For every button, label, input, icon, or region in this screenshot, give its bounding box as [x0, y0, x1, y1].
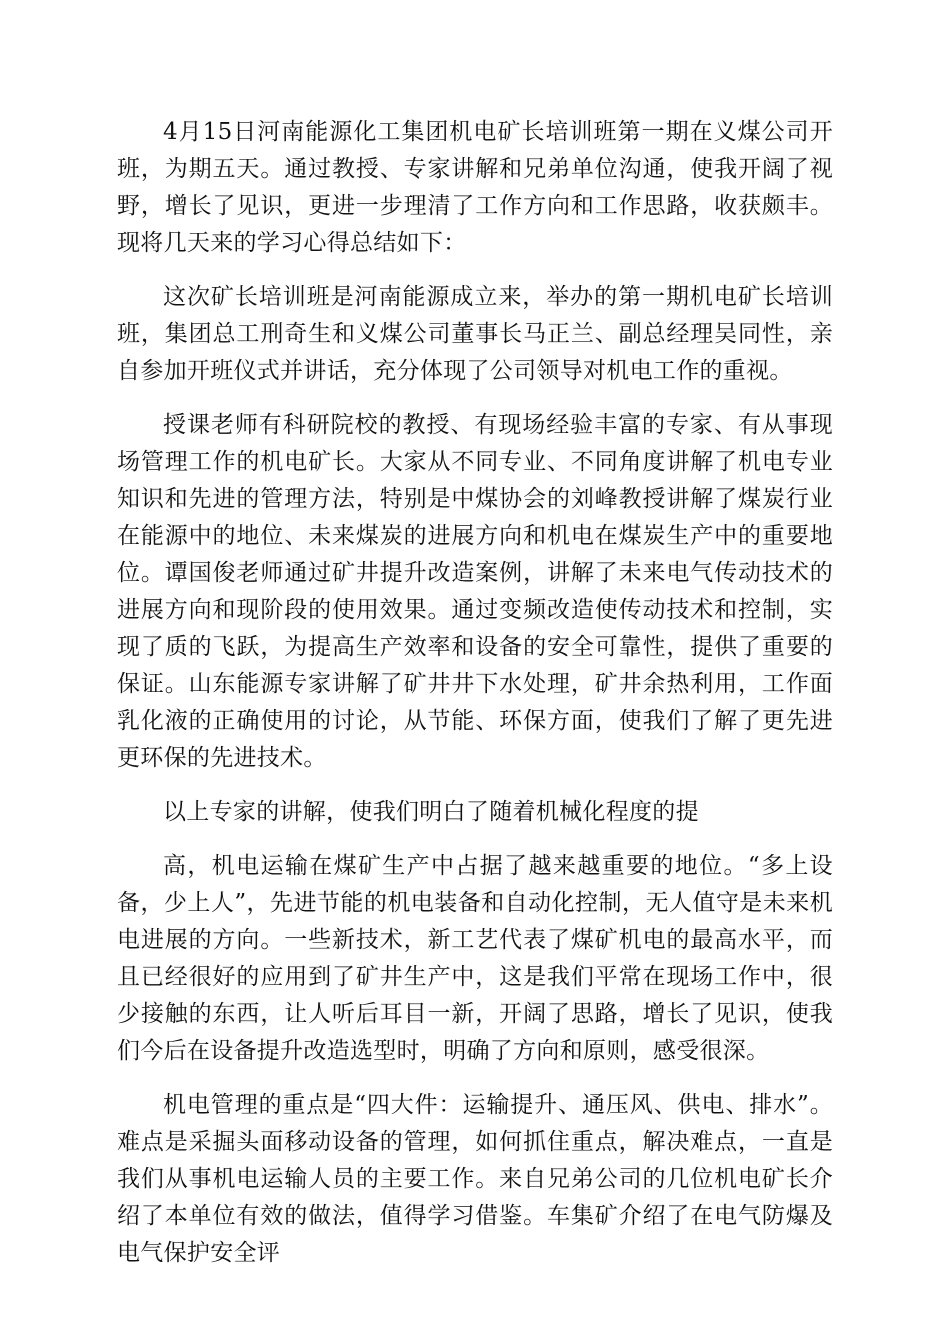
paragraph-3: 授课老师有科研院校的教授、有现场经验丰富的专家、有从事现场管理工作的机电矿长。大家从不同专业、不同角度讲解了机电专业知识和先进的管理方法，特别是中煤协会的刘峰教授讲解了煤炭行业在能源中的地位、未来煤炭的进展方向和机电在煤炭生产中的重要地位。谭国俊老师通过矿井提升改造案例，讲解了未来电气传动技术的进展方向和现阶段的使用效果。通过变频改造使传动技术和控制，实现了质的飞跃，为提高生产效率和设备的安全可靠性，提供了重要的保证。山东能源专家讲解了矿井井下水处理，矿井余热利用，工作面乳化液的正确使用的讨论，从节能、环保方面，使我们了解了更先进更环保的先进技术。 — [117, 412, 833, 771]
paragraph-6: 机电管理的重点是“四大件：运输提升、通压风、供电、排水”。难点是采掘头面移动设备的管理，如何抓住重点，解决难点，一直是我们从事机电运输人员的主要工作。来自兄弟公司的几位机电矿长介绍了本单位有效的做法，值得学习借鉴。车集矿介绍了在电气防爆及电气保护安全评 — [117, 1092, 833, 1266]
paragraph-2: 这次矿长培训班是河南能源成立来，举办的第一期机电矿长培训班，集团总工刑奇生和义煤公司董事长马正兰、副总经理吴同性，亲自参加开班仪式并讲话，充分体现了公司领导对机电工作的重视。 — [117, 284, 833, 384]
document-body — [117, 114, 833, 1289]
paragraph-5: 高，机电运输在煤矿生产中占据了越来越重要的地位。“多上设备，少上人”，先进节能的机电装备和自动化控制，无人值守是未来机电进展的方向。一些新技术，新工艺代表了煤矿机电的最高水平，而且已经很好的应用到了矿井生产中，这是我们平常在现场工作中，很少接触的东西，让人听后耳目一新，开阔了思路，增长了见识，使我们今后在设备提升改造选型时，明确了方向和原则，感受很深。 — [117, 853, 833, 1064]
paragraph-4: 以上专家的讲解，使我们明白了随着机械化程度的提 — [163, 799, 699, 825]
paragraph-1: 4月15日河南能源化工集团机电矿长培训班第一期在义煤公司开班，为期五天。通过教授、专家讲解和兄弟单位沟通，使我开阔了视野，增长了见识，更进一步理清了工作方向和工作思路，收获颇丰。现将几天来的学习心得总结如下： — [117, 119, 833, 256]
